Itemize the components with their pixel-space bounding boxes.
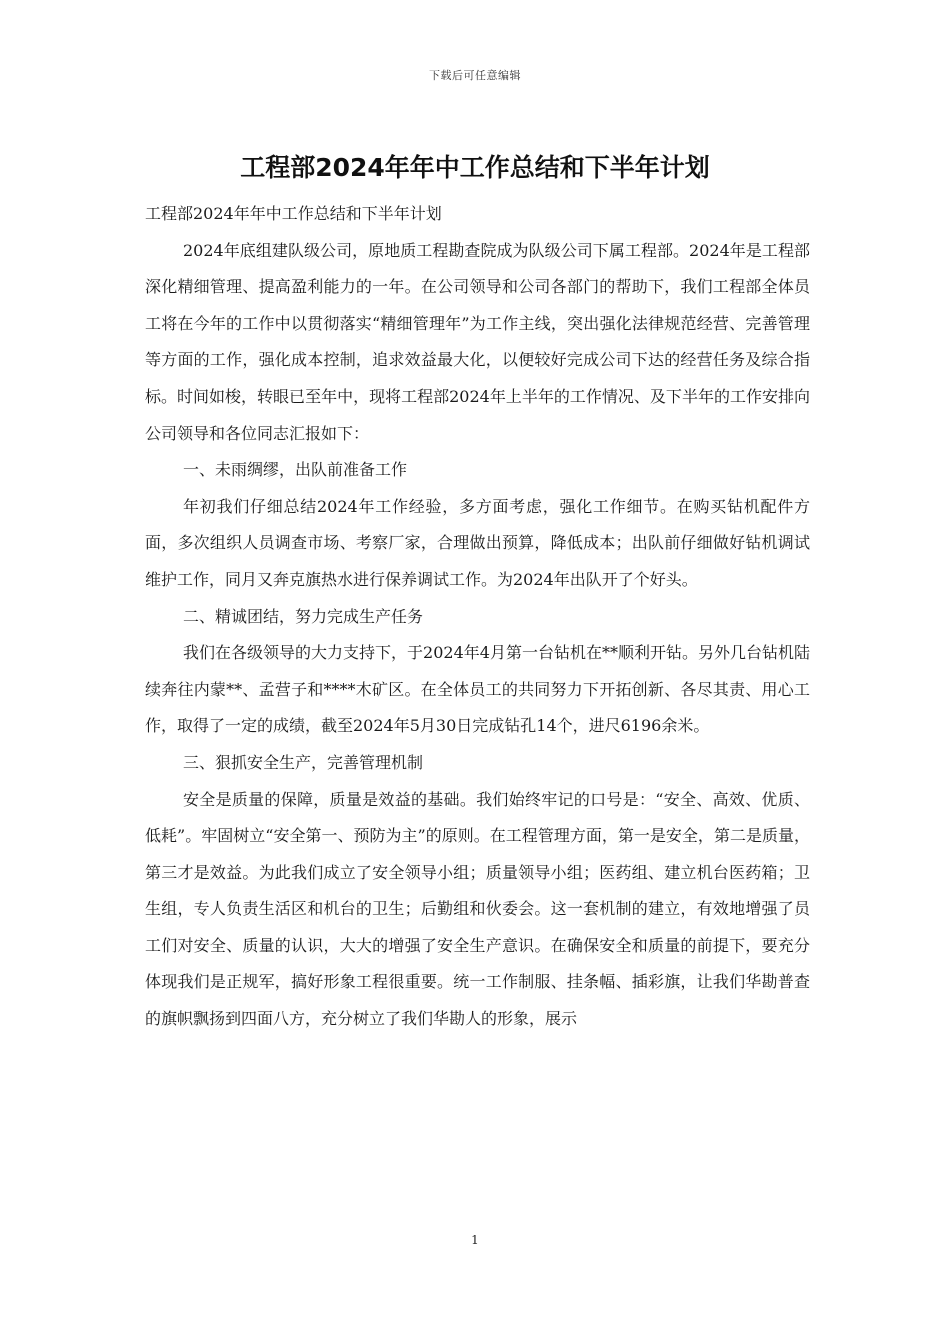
document-subtitle: 工程部2024年年中工作总结和下半年计划 <box>145 204 442 223</box>
paragraph-production: 我们在各级领导的大力支持下，于2024年4月第一台钻机在**顺利开钻。另外几台钻机陆续奔往内蒙**、孟营子和****木矿区。在全体员工的共同努力下开拓创新、各尽其责、用心工作，取得了一定的成绩，截至2024年5月30日完成钻孔14个，进尺6196余米。 <box>145 643 810 736</box>
paragraph-preparation: 年初我们仔细总结2024年工作经验，多方面考虑，强化工作细节。在购买钻机配件方面，多次组织人员调查市场、考察厂家，合理做出预算，降低成本；出队前仔细做好钻机调试维护工作，同月又奔克旗热水进行保养调试工作。为2024年出队开了个好头。 <box>145 496 810 589</box>
page-header-note: 下载后可任意编辑 <box>429 69 521 82</box>
document-body <box>145 196 810 1038</box>
section-heading-3: 三、狠抓安全生产，完善管理机制 <box>183 752 424 772</box>
paragraph-safety: 安全是质量的保障，质量是效益的基础。我们始终牢记的口号是：“安全、高效、优质、低耗”。牢固树立“安全第一、预防为主”的原则。在工程管理方面，第一是安全，第二是质量，第三才是效益。为此我们成立了安全领导小组；质量领导小组；医药组、建立机台医药箱；卫生组，专人负责生活区和机台的卫生；后勤组和伙委会。这一套机制的建立，有效地增强了员工们对安全、质量的认识，大大的增强了安全生产意识。在确保安全和质量的前提下，要充分体现我们是正规军，搞好形象工程很重要。统一工作制服、挂条幅、插彩旗，让我们华勘普查的旗帜飘扬到四面八方，充分树立了我们华勘人的形象，展示 <box>145 789 810 1029</box>
section-heading-2: 二、精诚团结，努力完成生产任务 <box>183 606 424 626</box>
section-heading-1: 一、未雨绸缪，出队前准备工作 <box>183 460 408 480</box>
document-title: 工程部2024年年中工作总结和下半年计划 <box>240 153 710 182</box>
page-number: 1 <box>471 1233 479 1247</box>
paragraph-intro: 2024年底组建队级公司，原地质工程勘查院成为队级公司下属工程部。2024年是工程部深化精细管理、提高盈利能力的一年。在公司领导和公司各部门的帮助下，我们工程部全体员工将在今年的工作中以贯彻落实“精细管理年”为工作主线，突出强化法律规范经营、完善管理等方面的工作，强化成本控制，追求效益最大化，以便较好完成公司下达的经营任务及综合指标。时间如梭，转眼已至年中，现将工程部2024年上半年的工作情况、及下半年的工作安排向公司领导和各位同志汇报如下： <box>145 240 810 443</box>
